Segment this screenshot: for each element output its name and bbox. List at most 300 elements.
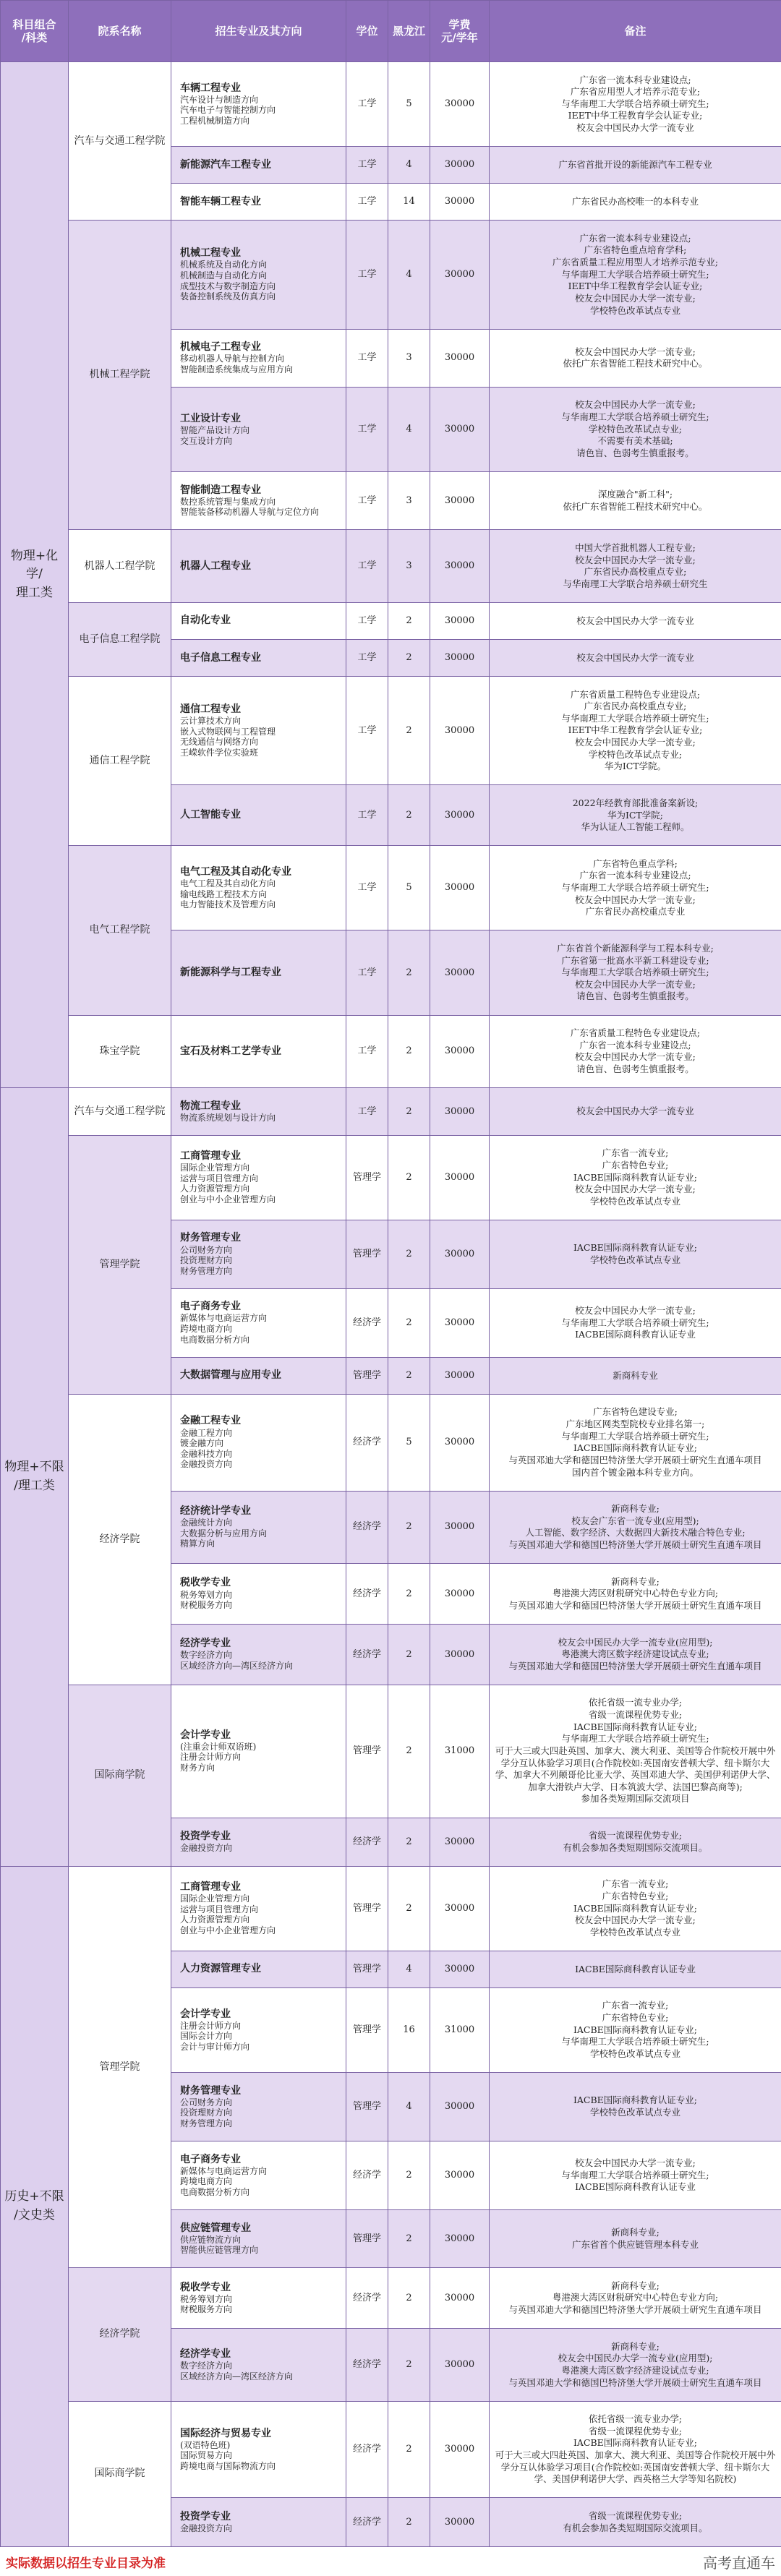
major-direction: 电商数据分析方向 — [180, 1334, 250, 1345]
major-direction: 金融科技方向 — [180, 1448, 233, 1459]
degree-cell: 管理学 — [346, 1685, 388, 1818]
degree-cell: 工学 — [346, 930, 388, 1015]
note-cell: 广东省质量工程特色专业建设点; 广东省民办高校重点专业; 与华南理工大学联合培养硕士研究生; IEET中华工程教育学会认证专业; 校友会中国民办大学一流专业; 学校特色改革试点专业; 华为ICT学院。 — [490, 677, 781, 785]
table-row — [1, 1394, 781, 1491]
degree-cell: 管理学 — [346, 2210, 388, 2268]
school-cell: 经济学院 — [69, 1394, 171, 1685]
degree-cell: 经济学 — [346, 2401, 388, 2498]
major-name: 机械电子工程专业 — [180, 341, 261, 354]
note-cell: 深度融合"新工科"; 依托广东省智能工程技术研究中心。 — [490, 472, 781, 530]
major-direction: 智能产品设计方向 — [180, 424, 250, 435]
major-direction: 会计与审计师方向 — [180, 2041, 250, 2052]
school-cell: 电子信息工程学院 — [69, 602, 171, 676]
major-cell — [171, 221, 346, 329]
school-cell: 汽车与交通工程学院 — [69, 62, 171, 221]
quota-cell: 2 — [388, 602, 430, 639]
degree-cell: 经济学 — [346, 1564, 388, 1625]
quota-cell: 2 — [388, 2141, 430, 2210]
major-direction: 注册会计师方向 — [180, 2020, 242, 2031]
major-direction: 运营与项目管理方向 — [180, 1904, 259, 1914]
fee-cell: 30000 — [430, 640, 490, 677]
major-name: 宝石及材料工艺学专业 — [180, 1045, 281, 1057]
quota-cell: 2 — [388, 785, 430, 846]
major-direction: 智能制造系统集成与应用方向 — [180, 364, 294, 375]
table-row — [1, 1866, 781, 1951]
quota-cell: 3 — [388, 329, 430, 387]
fee-cell: 30000 — [430, 1625, 490, 1685]
major-cell — [171, 1015, 346, 1088]
major-direction: 国际贸易方向 — [180, 2450, 233, 2461]
major-cell — [171, 387, 346, 471]
major-direction: 创业与中小企业管理方向 — [180, 1925, 276, 1935]
table-row — [1, 677, 781, 785]
school-cell: 管理学院 — [69, 1135, 171, 1394]
major-direction: 财税服务方向 — [180, 2304, 233, 2315]
note-cell: IACBE国际商科教育认证专业; 学校特色改革试点专业 — [490, 1220, 781, 1288]
major-cell — [171, 2498, 346, 2546]
note-cell: 校友会中国民办大学一流专业(应用型); 粤港澳大湾区数字经济建设试点专业; 与英国邓迪大学和德国巴特济堡大学开展硕士研究生直通车项目 — [490, 1625, 781, 1685]
major-cell — [171, 1685, 346, 1818]
table-row — [1, 2401, 781, 2498]
header-school: 院系名称 — [69, 1, 171, 62]
table-row — [1, 1015, 781, 1088]
major-direction: 交互设计方向 — [180, 435, 233, 446]
note-cell: 省级一流课程优势专业; 有机会参加各类短期国际交流项目。 — [490, 2498, 781, 2546]
degree-cell: 工学 — [346, 221, 388, 329]
major-direction: 电力智能技术及管理方向 — [180, 899, 276, 910]
degree-cell: 经济学 — [346, 1394, 388, 1491]
major-direction: 运营与项目管理方向 — [180, 1173, 259, 1184]
degree-cell: 经济学 — [346, 1491, 388, 1564]
major-name: 经济统计学专业 — [180, 1505, 251, 1517]
degree-cell: 工学 — [346, 184, 388, 221]
note-cell: 校友会中国民办大学一流专业 — [490, 1088, 781, 1136]
major-name: 经济学专业 — [180, 1638, 231, 1650]
header-fee: 学费 元/学年 — [430, 1, 490, 62]
major-cell — [171, 184, 346, 221]
degree-cell: 管理学 — [346, 1951, 388, 1987]
degree-cell: 工学 — [346, 1088, 388, 1136]
note-cell: 广东省一流专业; 广东省特色专业; IACBE国际商科教育认证专业; 与华南理工大学联合培养硕士研究生; 学校特色改革试点专业 — [490, 1987, 781, 2072]
major-cell — [171, 2141, 346, 2210]
major-direction: 新媒体与电商运营方向 — [180, 2165, 268, 2176]
degree-cell: 工学 — [346, 640, 388, 677]
major-cell — [171, 1088, 346, 1136]
quota-cell: 2 — [388, 2210, 430, 2268]
table-row — [1, 1685, 781, 1818]
quota-cell: 2 — [388, 1015, 430, 1088]
major-cell — [171, 1625, 346, 1685]
fee-cell: 30000 — [430, 221, 490, 329]
major-name: 自动化专业 — [180, 615, 231, 627]
major-cell — [171, 530, 346, 603]
major-direction: 公司财务方向 — [180, 1244, 233, 1255]
degree-cell: 工学 — [346, 530, 388, 603]
major-direction: 国际会计方向 — [180, 2031, 233, 2042]
major-direction: 财务管理方向 — [180, 2118, 233, 2128]
fee-cell: 30000 — [430, 147, 490, 184]
table-row — [1, 221, 781, 329]
fee-cell: 30000 — [430, 329, 490, 387]
table-body — [1, 62, 781, 2547]
major-name: 税收学专业 — [180, 2281, 231, 2293]
note-cell: 广东省一流本科专业建设点; 广东省应用型人才培养示范专业; 与华南理工大学联合培养硕士研究生; IEET中华工程教育学会认证专业; 校友会中国民办大学一流专业 — [490, 62, 781, 147]
table-header-row — [1, 1, 781, 62]
school-cell: 国际商学院 — [69, 2401, 171, 2546]
note-cell: 广东省一流本科专业建设点; 广东省特色重点培育学科; 广东省质量工程应用型人才培养示范专业; 与华南理工大学联合培养硕士研究生; IEET中华工程教育学会认证专业; 校友会中国民办大学一流专业; 学校特色改革试点专业 — [490, 221, 781, 329]
major-direction: 创业与中小企业管理方向 — [180, 1194, 276, 1205]
major-cell — [171, 640, 346, 677]
major-cell — [171, 1987, 346, 2072]
fee-cell: 30000 — [430, 930, 490, 1015]
note-cell: 新商科专业 — [490, 1357, 781, 1394]
major-name: 智能制造工程专业 — [180, 484, 261, 496]
fee-cell: 30000 — [430, 1220, 490, 1288]
school-cell: 电气工程学院 — [69, 846, 171, 1015]
major-direction: 移动机器人导航与控制方向 — [180, 354, 285, 364]
major-cell — [171, 147, 346, 184]
quota-cell: 2 — [388, 1866, 430, 1951]
footnote: 实际数据以招生专业目录为准 — [6, 2556, 166, 2571]
quota-cell: 2 — [388, 1625, 430, 1685]
quota-cell: 2 — [388, 2401, 430, 2498]
major-cell — [171, 930, 346, 1015]
quota-cell: 2 — [388, 1685, 430, 1818]
degree-cell: 工学 — [346, 472, 388, 530]
note-cell: 校友会中国民办大学一流专业; 与华南理工大学联合培养硕士研究生; 学校特色改革试点专业; 不需要有美术基础; 请色盲、色弱考生慎重报考。 — [490, 387, 781, 471]
major-cell — [171, 1818, 346, 1866]
degree-cell: 经济学 — [346, 1625, 388, 1685]
fee-cell: 30000 — [430, 2268, 490, 2329]
quota-cell: 2 — [388, 1564, 430, 1625]
major-name: 供应链管理专业 — [180, 2222, 251, 2234]
footer — [0, 2549, 781, 2576]
degree-cell: 管理学 — [346, 1135, 388, 1220]
major-cell — [171, 1135, 346, 1220]
major-name: 投资学专业 — [180, 2510, 231, 2522]
fee-cell: 30000 — [430, 472, 490, 530]
major-name: 机械工程专业 — [180, 247, 241, 260]
major-name: 人力资源管理专业 — [180, 1963, 261, 1975]
table-row — [1, 530, 781, 603]
major-direction: 物流系统规划与设计方向 — [180, 1112, 276, 1123]
major-name: 金融工程专业 — [180, 1415, 241, 1427]
fee-cell: 30000 — [430, 1951, 490, 1987]
major-cell — [171, 2401, 346, 2498]
major-name: 大数据管理与应用专业 — [180, 1369, 281, 1382]
major-direction: 云计算技术方向 — [180, 716, 242, 727]
major-name: 机器人工程专业 — [180, 560, 251, 572]
major-cell — [171, 329, 346, 387]
major-name: 通信工程专业 — [180, 703, 241, 715]
fee-cell: 30000 — [430, 1866, 490, 1951]
major-cell — [171, 472, 346, 530]
major-direction: 公司财务方向 — [180, 2097, 233, 2108]
major-name: 智能车辆工程专业 — [180, 195, 261, 207]
major-name: 经济学专业 — [180, 2348, 231, 2360]
major-name: 财务管理专业 — [180, 1232, 241, 1244]
note-cell: 广东省首个新能源科学与工程本科专业; 广东省第一批高水平新工科建设专业; 与华南理工大学联合培养硕士研究生; 校友会中国民办大学一流专业; 请色盲、色弱考生慎重报考。 — [490, 930, 781, 1015]
school-cell: 通信工程学院 — [69, 677, 171, 846]
major-name: 工商管理专业 — [180, 1881, 241, 1894]
degree-cell: 工学 — [346, 1015, 388, 1088]
note-cell: 广东省特色建设专业; 广东地区网类型院校专业排名第一; 与华南理工大学联合培养硕士研究生; IACBE国际商科教育认证专业; 与英国邓迪大学和德国巴特济堡大学开展硕士研究生直通车项目 国内首个镀金融本科专业方向。 — [490, 1394, 781, 1491]
table-row — [1, 62, 781, 147]
major-name: 电子商务专业 — [180, 1301, 241, 1313]
quota-cell: 2 — [388, 2498, 430, 2546]
major-cell — [171, 2268, 346, 2329]
major-name: 国际经济与贸易专业 — [180, 2427, 271, 2439]
quota-cell: 2 — [388, 677, 430, 785]
note-cell: 校友会中国民办大学一流专业; 与华南理工大学联合培养硕士研究生; IACBE国际商科教育认证专业 — [490, 1288, 781, 1357]
quota-cell: 2 — [388, 1088, 430, 1136]
major-direction: 人力资源管理方向 — [180, 1184, 250, 1194]
note-cell: 中国大学首批机器人工程专业; 校友会中国民办大学一流专业; 广东省民办高校重点专业; 与华南理工大学联合培养硕士研究生 — [490, 530, 781, 603]
major-direction: 电气工程及其自动化方向 — [180, 878, 276, 889]
fee-cell: 30000 — [430, 62, 490, 147]
note-cell: 新商科专业; 粤港澳大湾区财税研究中心特色专业方向; 与英国邓迪大学和德国巴特济堡大学开展硕士研究生直通车项目 — [490, 1564, 781, 1625]
note-cell: 新商科专业; 校友会中国民办大学一流专业(应用型); 粤港澳大湾区数字经济建设试点专业; 与英国邓迪大学和德国巴特济堡大学开展硕士研究生直通车项目 — [490, 2329, 781, 2402]
fee-cell: 30000 — [430, 2073, 490, 2141]
table-row — [1, 602, 781, 639]
school-cell: 汽车与交通工程学院 — [69, 1088, 171, 1136]
major-direction: 智能装备移动机器人导航与定位方向 — [180, 507, 320, 518]
note-cell: 广东省民办高校唯一的本科专业 — [490, 184, 781, 221]
major-direction: 财务方向 — [180, 1763, 215, 1773]
fee-cell: 30000 — [430, 1491, 490, 1564]
table-row — [1, 2268, 781, 2329]
quota-cell: 5 — [388, 1394, 430, 1491]
major-direction: 国际企业管理方向 — [180, 1894, 250, 1904]
major-direction: 跨境电商方向 — [180, 1324, 233, 1335]
quota-cell: 14 — [388, 184, 430, 221]
major-name: 新能源科学与工程专业 — [180, 966, 281, 978]
note-cell: 校友会中国民办大学一流专业 — [490, 640, 781, 677]
degree-cell: 经济学 — [346, 2329, 388, 2402]
fee-cell: 30000 — [430, 2401, 490, 2498]
school-cell: 管理学院 — [69, 1866, 171, 2268]
fee-cell: 30000 — [430, 184, 490, 221]
major-cell — [171, 1288, 346, 1357]
major-name: 会计学专业 — [180, 1729, 231, 1741]
fee-cell: 30000 — [430, 2141, 490, 2210]
note-cell: 广东省首批开设的新能源汽车工程专业 — [490, 147, 781, 184]
fee-cell: 30000 — [430, 530, 490, 603]
category-cell: 物理+不限 /理工类 — [1, 1088, 69, 1867]
major-direction: 数控系统管理与集成方向 — [180, 496, 276, 507]
degree-cell: 工学 — [346, 147, 388, 184]
note-cell: IACBE国际商科教育认证专业 — [490, 1951, 781, 1987]
note-cell: IACBE国际商科教育认证专业; 学校特色改革试点专业 — [490, 2073, 781, 2141]
major-cell — [171, 1491, 346, 1564]
major-name: 财务管理专业 — [180, 2084, 241, 2097]
note-cell: 依托省级一流专业办学; 省级一流课程优势专业; IACBE国际商科教育认证专业; 与华南理工大学联合培养硕士研究生; 可于大三或大四赴英国、加拿大、澳大利亚、美国等合作院校开展中外学分互认体验学习项目(合作院校如:英国南安普顿大学、纽卡斯尔大学、加拿大不列颠哥伦比亚大学、英国邓迪大学、美国伊利诺伊大学、加拿大滑铁卢大学、日本筑波大学、法国巴黎高商等); 参加各类短期国际交流项目 — [490, 1685, 781, 1818]
quota-cell: 3 — [388, 472, 430, 530]
fee-cell: 30000 — [430, 2498, 490, 2546]
major-direction: (双语特色班) — [180, 2439, 231, 2450]
major-name: 物流工程专业 — [180, 1100, 241, 1112]
degree-cell: 经济学 — [346, 1288, 388, 1357]
major-direction: 投资理财方向 — [180, 2108, 233, 2118]
major-direction: 财税服务方向 — [180, 1600, 233, 1611]
fee-cell: 30000 — [430, 1288, 490, 1357]
note-cell: 依托省级一流专业办学; 省级一流课程优势专业; IACBE国际商科教育认证专业; 可于大三或大四赴英国、加拿大、澳大利亚、美国等合作院校开展中外学分互认体验学习项目(合作院校如:英国南安普顿大学、纽卡斯尔大学、美国伊利诺伊大学、西英格兰大学等知名院校) — [490, 2401, 781, 2498]
major-direction: 投资理财方向 — [180, 1255, 233, 1266]
degree-cell: 管理学 — [346, 1357, 388, 1394]
fee-cell: 30000 — [430, 387, 490, 471]
note-cell: 广东省质量工程特色专业建设点; 广东省一流本科专业建设点; 校友会中国民办大学一流专业; 请色盲、色弱考生慎重报考。 — [490, 1015, 781, 1088]
major-direction: 财务管理方向 — [180, 1265, 233, 1276]
major-direction: 供应链物流方向 — [180, 2234, 242, 2245]
fee-cell: 31000 — [430, 1685, 490, 1818]
fee-cell: 30000 — [430, 2210, 490, 2268]
major-direction: 国际企业管理方向 — [180, 1163, 250, 1173]
note-cell: 广东省一流专业; 广东省特色专业; IACBE国际商科教育认证专业; 校友会中国民办大学一流专业; 学校特色改革试点专业 — [490, 1135, 781, 1220]
note-cell: 新商科专业; 校友会广东省一流专业(应用型); 人工智能、数字经济、大数据四大新技术融合特色专业; 与英国邓迪大学和德国巴特济堡大学开展硕士研究生直通车项目 — [490, 1491, 781, 1564]
quota-cell: 16 — [388, 1987, 430, 2072]
major-cell — [171, 1951, 346, 1987]
major-direction: 无线通信与网络方向 — [180, 737, 259, 748]
table-row — [1, 1088, 781, 1136]
major-name: 电子商务专业 — [180, 2153, 241, 2165]
quota-cell: 4 — [388, 221, 430, 329]
table-row — [1, 1135, 781, 1220]
note-cell: 新商科专业; 粤港澳大湾区财税研究中心特色专业方向; 与英国邓迪大学和德国巴特济堡大学开展硕士研究生直通车项目 — [490, 2268, 781, 2329]
major-direction: 智能供应链管理方向 — [180, 2245, 259, 2256]
quota-cell: 2 — [388, 1220, 430, 1288]
quota-cell: 2 — [388, 1357, 430, 1394]
major-direction: 精算方向 — [180, 1539, 215, 1549]
degree-cell: 管理学 — [346, 1220, 388, 1288]
major-name: 人工智能专业 — [180, 809, 241, 821]
major-direction: 金融投资方向 — [180, 1459, 233, 1470]
major-direction: 电商数据分析方向 — [180, 2186, 250, 2197]
major-name: 电子信息工程专业 — [180, 651, 261, 664]
quota-cell: 2 — [388, 930, 430, 1015]
major-name: 车辆工程专业 — [180, 82, 241, 94]
header-note: 备注 — [490, 1, 781, 62]
fee-cell: 30000 — [430, 1357, 490, 1394]
note-cell: 2022年经教育部批准备案新设; 华为ICT学院; 华为认证人工智能工程师。 — [490, 785, 781, 846]
header-degree: 学位 — [346, 1, 388, 62]
major-name: 投资学专业 — [180, 1830, 231, 1842]
quota-cell: 4 — [388, 147, 430, 184]
degree-cell: 经济学 — [346, 2268, 388, 2329]
major-direction: 金融工程方向 — [180, 1427, 233, 1438]
major-direction: 嵌入式物联网与工程管理 — [180, 726, 276, 737]
fee-cell: 30000 — [430, 1135, 490, 1220]
major-direction: 跨境电商与国际物流方向 — [180, 2460, 276, 2471]
quota-cell: 2 — [388, 2268, 430, 2329]
major-direction: 机械系统及自动化方向 — [180, 260, 268, 270]
quota-cell: 3 — [388, 530, 430, 603]
major-cell — [171, 1866, 346, 1951]
note-cell: 校友会中国民办大学一流专业; 与华南理工大学联合培养硕士研究生; IACBE国际商科教育认证专业 — [490, 2141, 781, 2210]
major-name: 工商管理专业 — [180, 1150, 241, 1163]
table-row — [1, 846, 781, 930]
quota-cell: 4 — [388, 2073, 430, 2141]
fee-cell: 30000 — [430, 1015, 490, 1088]
major-name: 会计学专业 — [180, 2008, 231, 2020]
major-direction: 汽车电子与智能控制方向 — [180, 105, 276, 116]
fee-cell: 30000 — [430, 2329, 490, 2402]
major-cell — [171, 1564, 346, 1625]
major-name: 税收学专业 — [180, 1577, 231, 1589]
quota-cell: 2 — [388, 1135, 430, 1220]
quota-cell: 2 — [388, 1491, 430, 1564]
fee-cell: 30000 — [430, 1088, 490, 1136]
major-direction: 工程机械制造方向 — [180, 115, 250, 126]
degree-cell: 经济学 — [346, 1818, 388, 1866]
major-direction: 镀金融方向 — [180, 1438, 224, 1449]
degree-cell: 工学 — [346, 602, 388, 639]
degree-cell: 管理学 — [346, 1866, 388, 1951]
major-direction: 税务筹划方向 — [180, 1589, 233, 1600]
note-cell: 广东省一流专业; 广东省特色专业; IACBE国际商科教育认证专业; 校友会中国民办大学一流专业; 学校特色改革试点专业 — [490, 1866, 781, 1951]
major-direction: 装备控制系统及仿真方向 — [180, 291, 276, 302]
major-direction: 新媒体与电商运营方向 — [180, 1313, 268, 1324]
quota-cell: 2 — [388, 1288, 430, 1357]
degree-cell: 经济学 — [346, 2498, 388, 2546]
major-cell — [171, 1220, 346, 1288]
major-cell — [171, 677, 346, 785]
major-cell — [171, 785, 346, 846]
degree-cell: 管理学 — [346, 2073, 388, 2141]
fee-cell: 30000 — [430, 846, 490, 930]
category-cell: 物理+化学/ 理工类 — [1, 62, 69, 1088]
note-cell: 广东省特色重点学科; 广东省一流本科专业建设点; 与华南理工大学联合培养硕士研究生; 校友会中国民办大学一流专业; 广东省民办高校重点专业 — [490, 846, 781, 930]
major-name: 工业设计专业 — [180, 412, 241, 424]
degree-cell: 工学 — [346, 846, 388, 930]
degree-cell: 工学 — [346, 387, 388, 471]
major-direction: 数字经济方向 — [180, 1650, 233, 1661]
fee-cell: 30000 — [430, 1564, 490, 1625]
degree-cell: 工学 — [346, 785, 388, 846]
major-cell — [171, 602, 346, 639]
major-direction: 人力资源管理方向 — [180, 1914, 250, 1925]
quota-cell: 2 — [388, 640, 430, 677]
watermark: 高考直通车 — [703, 2554, 775, 2572]
degree-cell: 工学 — [346, 677, 388, 785]
degree-cell: 经济学 — [346, 2141, 388, 2210]
major-direction: 跨境电商方向 — [180, 2176, 233, 2187]
major-direction: 金融投资方向 — [180, 2522, 233, 2533]
school-cell: 经济学院 — [69, 2268, 171, 2401]
fee-cell: 30000 — [430, 785, 490, 846]
major-direction: 输电线路工程技术方向 — [180, 889, 268, 899]
fee-cell: 30000 — [430, 1394, 490, 1491]
school-cell: 机械工程学院 — [69, 221, 171, 530]
degree-cell: 管理学 — [346, 1987, 388, 2072]
major-cell — [171, 2329, 346, 2402]
school-cell: 珠宝学院 — [69, 1015, 171, 1088]
fee-cell: 30000 — [430, 602, 490, 639]
fee-cell: 30000 — [430, 677, 490, 785]
note-cell: 省级一流课程优势专业; 有机会参加各类短期国际交流项目。 — [490, 1818, 781, 1866]
major-direction: 区域经济方向—湾区经济方向 — [180, 2371, 294, 2382]
header-major: 招生专业及其方向 — [171, 1, 346, 62]
fee-cell: 30000 — [430, 1818, 490, 1866]
major-cell — [171, 1357, 346, 1394]
major-direction: 数字经济方向 — [180, 2360, 233, 2371]
note-cell: 校友会中国民办大学一流专业 — [490, 602, 781, 639]
major-name: 新能源汽车工程专业 — [180, 158, 271, 171]
major-direction: 注册会计师方向 — [180, 1752, 242, 1763]
quota-cell: 5 — [388, 62, 430, 147]
degree-cell: 工学 — [346, 329, 388, 387]
header-category: 科目组合 /科类 — [1, 1, 69, 62]
major-cell — [171, 2073, 346, 2141]
